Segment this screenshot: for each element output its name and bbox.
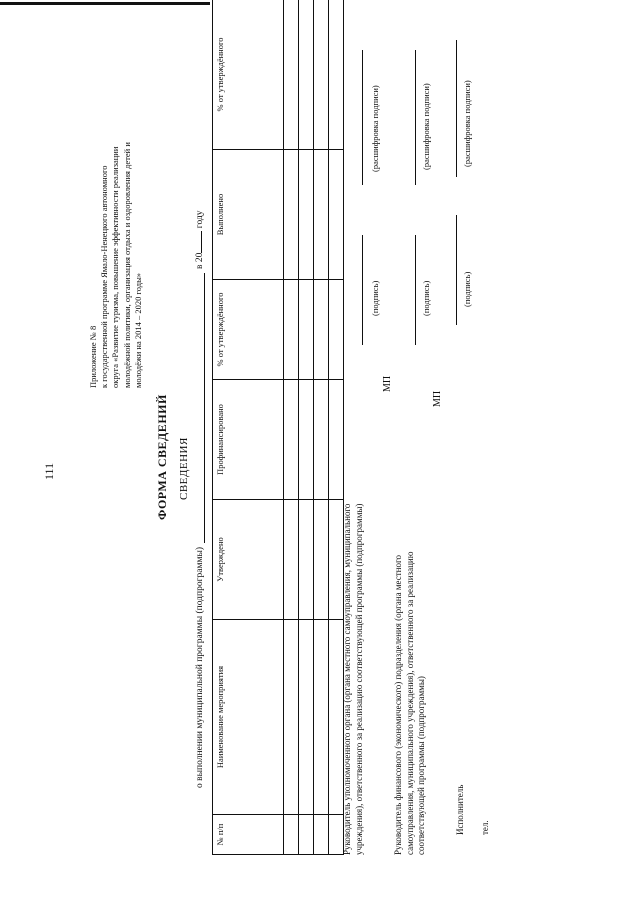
appendix-title: Приложение № 8	[88, 325, 98, 388]
finance-signature-line	[415, 235, 416, 345]
table-cell	[329, 280, 344, 380]
finance-signatory-line: Руководитель финансового (экономического) подразделения (органа местного	[393, 555, 403, 855]
executor-signature-line	[456, 215, 457, 325]
executor-phone-label: тел.	[480, 820, 490, 835]
table-cell	[284, 620, 299, 815]
table-cell	[284, 380, 299, 500]
svedeniya-title: СВЕДЕНИЯ	[178, 437, 190, 500]
table-cell	[299, 500, 314, 620]
table-row	[284, 0, 299, 855]
head-decode-caption: (расшифровка подписи)	[370, 85, 380, 172]
head-signatory-line: учреждения), ответственного за реализацию соответствующей программы (подпрограммы)	[353, 503, 364, 855]
head-signatory-line: Руководитель уполномоченного органа (органа местного самоуправления, муниципального	[342, 503, 352, 855]
report-table	[212, 0, 344, 855]
year-prefix: в 20	[195, 252, 205, 269]
table-cell	[299, 380, 314, 500]
head-signature-caption: (подпись)	[370, 280, 380, 316]
subtitle-text: о выполнении муниципальной программы (подпрограммы)	[195, 546, 205, 788]
table-row	[299, 0, 314, 855]
head-signature-line	[362, 235, 363, 345]
finance-decode-caption: (расшифровка подписи)	[421, 83, 431, 170]
table-cell	[284, 815, 299, 855]
header-financed-percent: % от утверждённого	[213, 280, 284, 380]
table-cell	[329, 380, 344, 500]
table-cell	[314, 620, 329, 815]
header-activity-name: Наименование мероприятия	[213, 620, 284, 815]
finance-signatory-text	[393, 552, 428, 855]
executor-signature-caption: (подпись)	[462, 271, 472, 307]
year-suffix: году	[195, 210, 205, 229]
appendix-line: к государственной программе Ямало-Ненецкого автономного	[99, 165, 110, 388]
form-title: ФОРМА СВЕДЕНИЙ	[155, 394, 169, 520]
header-completed-percent: % от утверждённого	[213, 0, 284, 150]
finance-signatory-line: самоуправления, муниципального учреждения), ответственного за реализацию	[404, 551, 415, 855]
executor-decode-caption: (расшифровка подписи)	[462, 80, 472, 167]
header-financed: Профинансировано	[213, 380, 284, 500]
header-number: № п/п	[213, 815, 284, 855]
table-header-row	[213, 0, 284, 855]
executor-label: Исполнитель	[455, 784, 465, 835]
table-cell	[284, 150, 299, 280]
appendix-line: молодёжи на 2014 – 2020 годы»	[132, 272, 143, 388]
program-name-blank	[204, 273, 205, 543]
head-stamp-label: МП	[382, 375, 393, 392]
finance-stamp-label: МП	[432, 390, 443, 407]
finance-signatory-line: соответствующей программы (подпрограммы)	[416, 676, 426, 855]
table-cell	[299, 815, 314, 855]
table-cell	[314, 380, 329, 500]
table-cell	[299, 620, 314, 815]
table-cell	[329, 0, 344, 150]
table-row	[314, 0, 329, 855]
page-number: 111	[42, 462, 56, 480]
finance-signature-caption: (подпись)	[421, 280, 431, 316]
table-cell	[284, 280, 299, 380]
table-cell	[284, 500, 299, 620]
table-cell	[314, 0, 329, 150]
appendix-line: округа «Развитие туризма, повышение эффективности реализации	[110, 146, 121, 388]
table-cell	[329, 150, 344, 280]
executor-decode-line	[456, 40, 457, 177]
appendix-block	[88, 3, 144, 388]
table-cell	[299, 280, 314, 380]
head-decode-line	[362, 50, 363, 185]
table-cell	[314, 280, 329, 380]
report-subtitle	[195, 210, 205, 788]
table-cell	[299, 150, 314, 280]
table-cell	[314, 150, 329, 280]
header-completed: Выполнено	[213, 150, 284, 280]
finance-decode-line	[415, 50, 416, 185]
head-signatory-text	[342, 504, 365, 855]
table-cell	[314, 815, 329, 855]
header-approved: Утверждено	[213, 500, 284, 620]
table-cell	[299, 0, 314, 150]
year-blank	[201, 231, 202, 253]
appendix-line: молодёжной политики, организация отдыха и оздоровления детей и	[121, 142, 132, 388]
table-cell	[314, 500, 329, 620]
table-cell	[284, 0, 299, 150]
